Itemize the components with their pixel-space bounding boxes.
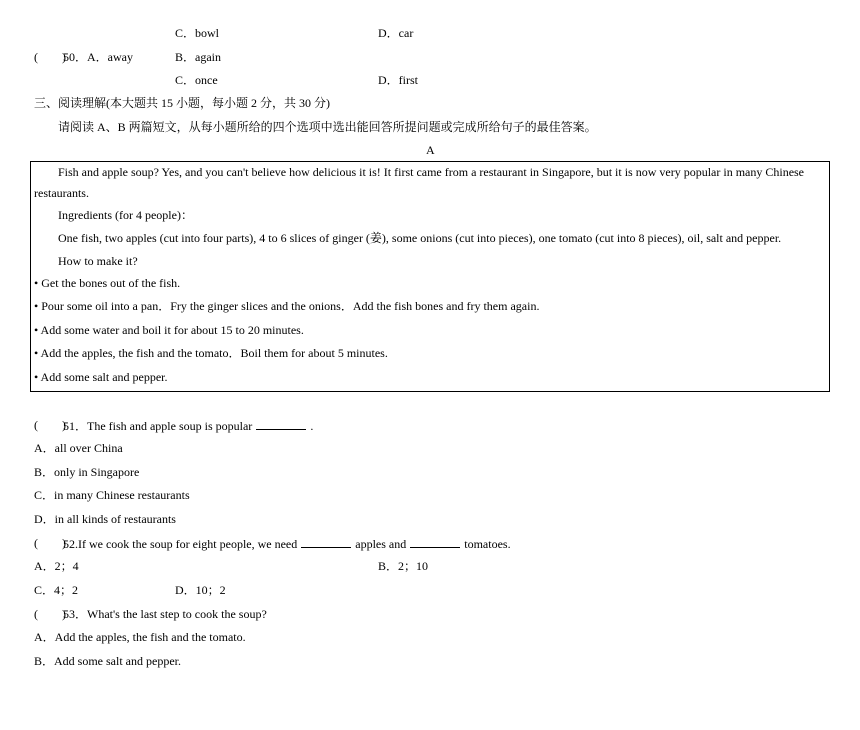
q51-fill-blank xyxy=(256,418,306,430)
q51-option-c: C．in many Chinese restaurants xyxy=(34,488,190,502)
q52-fill-blank-1 xyxy=(301,536,351,548)
q52-stem-part2: apples and xyxy=(355,537,407,551)
step-3: • Add some water and boil it for about 15 to 20 minutes. xyxy=(34,323,304,337)
q51-answer-blank: ( ) xyxy=(34,418,66,432)
q52-option-b: B．2；10 xyxy=(378,559,429,573)
q53-option-b: B．Add some salt and pepper. xyxy=(34,654,181,668)
ingredients-list: One fish, two apples (cut into four parts), 4 to 6 slices of ginger (姜), some onions (cut into pieces), one tomato (cut into 8 pieces), oil, salt and pepper. xyxy=(58,231,782,245)
passage-line-2: restaurants. xyxy=(34,186,89,200)
step-1: • Get the bones out of the fish. xyxy=(34,276,181,290)
q51-option-d: D．in all kinds of restaurants xyxy=(34,512,176,526)
step-2: • Pour some oil into a pan．Fry the ginger slices and the onions．Add the fish bones and fry them again. xyxy=(34,299,540,313)
q49-option-d: D．car xyxy=(378,26,414,40)
q51-option-b: B．only in Singapore xyxy=(34,465,140,479)
q50-option-c: C．once xyxy=(175,73,218,87)
q52-stem-part3: tomatoes. xyxy=(464,537,511,551)
q51-stem-text: 51．The fish and apple soup is popular xyxy=(63,419,253,433)
q50-stem: 50．A．away xyxy=(63,50,133,64)
q50-answer-blank: ( ) xyxy=(34,50,66,64)
q53-stem: 53．What's the last step to cook the soup? xyxy=(63,607,267,621)
how-title: How to make it? xyxy=(58,254,138,268)
q52-stem-part1: 52.If we cook the soup for eight people, we need xyxy=(63,537,298,551)
q50-option-d: D．first xyxy=(378,73,418,87)
q52-stem xyxy=(63,536,511,551)
step-4: • Add the apples, the fish and the tomato．Boil them for about 5 minutes. xyxy=(34,346,388,360)
q52-fill-blank-2 xyxy=(410,536,460,548)
q53-option-a: A．Add the apples, the fish and the tomato. xyxy=(34,630,246,644)
q52-option-c: C．4；2 xyxy=(34,583,79,597)
q50-option-b: B．again xyxy=(175,50,221,64)
q52-answer-blank: ( ) xyxy=(34,536,66,550)
q53-answer-blank: ( ) xyxy=(34,607,66,621)
step-5: • Add some salt and pepper. xyxy=(34,370,168,384)
q51-stem xyxy=(63,418,313,433)
q52-option-a: A．2；4 xyxy=(34,559,79,573)
q52-option-d: D．10；2 xyxy=(175,583,226,597)
ingredients-title: Ingredients (for 4 people)： xyxy=(58,208,193,222)
passage-label: A xyxy=(426,143,435,157)
q49-option-c: C．bowl xyxy=(175,26,220,40)
passage-line-1: Fish and apple soup? Yes, and you can't believe how delicious it is! It first came from a restaurant in Singapore, but it is now very popular in many Chinese xyxy=(58,165,805,179)
q51-stem-end: . xyxy=(310,419,314,433)
section-instruction: 请阅读 A、B 两篇短文，从每小题所给的四个选项中选出能回答所提问题或完成所给句子的最佳答案。 xyxy=(58,120,597,134)
section-heading: 三、阅读理解(本大题共 15 小题，每小题 2 分，共 30 分) xyxy=(34,96,330,110)
q51-option-a: A．all over China xyxy=(34,441,123,455)
